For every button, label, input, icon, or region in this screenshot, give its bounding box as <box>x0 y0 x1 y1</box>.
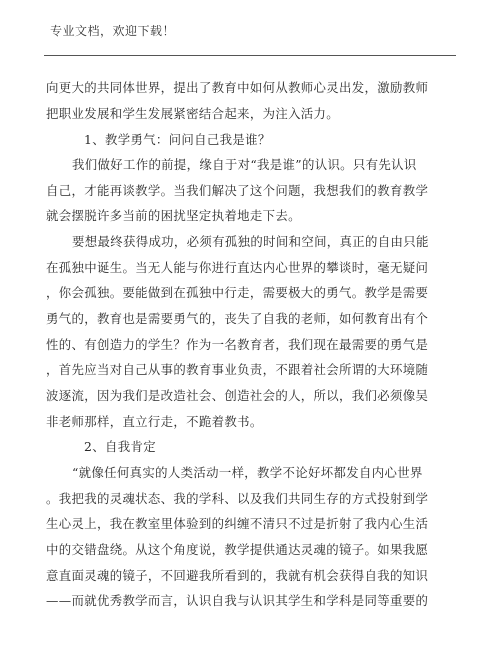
page-header: 专业文档，欢迎下载！ <box>50 24 176 38</box>
body-line: 非老师那样，直立行走，不跪着教书。 <box>46 414 263 429</box>
body-line: 把职业发展和学生发展紧密结合起来，为注入活力。 <box>46 106 340 121</box>
section-heading: 2、自我肯定 <box>84 439 156 454</box>
body-line: 性的、有创造力的学生？作为一名教育者，我们现在最需要的勇气是 <box>46 337 429 352</box>
body-line: 要想最终获得成功，必须有孤独的时间和空间，真正的自由只能 <box>72 234 429 249</box>
body-line: 勇气的，教育也是需要勇气的，丧失了自我的老师，如何教育出有个 <box>46 311 429 326</box>
body-line: 意直面灵魂的镜子，不回避我所看到的，我就有机会获得自我的知识 <box>46 568 429 583</box>
body-line: 我们做好工作的前提，缘自于对“我是谁”的认识。只有先认识 <box>72 157 417 172</box>
body-line: 。我把我的灵魂状态、我的学科、以及我们共同生存的方式投射到学 <box>46 491 429 506</box>
body-line: “就像任何真实的人类活动一样，教学不论好坏都发自内心世界 <box>72 465 423 480</box>
body-line: 生心灵上，我在教室里体验到的纠缠不清只不过是折射了我内心生活 <box>46 516 429 531</box>
body-line: 中的交错盘绕。从这个角度说，教学提供通达灵魂的镜子。如果我愿 <box>46 542 429 557</box>
body-line: 向更大的共同体世界，提出了教育中如何从教师心灵出发，激励教师 <box>46 80 429 95</box>
body-line: 就会摆脱许多当前的困扰坚定执着地走下去。 <box>46 208 301 223</box>
body-line: 波逐流，因为我们是改造社会、创造社会的人，所以，我们必须像吴 <box>46 388 429 403</box>
body-line: ，首先应当对自己从事的教育事业负责，不跟着社会所谓的大环境随 <box>46 362 429 377</box>
body-line: 在孤独中诞生。当无人能与你进行直达内心世界的攀谈时，毫无疑问 <box>46 260 429 275</box>
body-line: ——而就优秀教学而言，认识自我与认识其学生和学科是同等重要的 <box>46 593 429 608</box>
header-divider <box>44 55 456 56</box>
body-line: ，你会孤独。要能做到在孤独中行走，需要极大的勇气。教学是需要 <box>46 285 429 300</box>
section-heading: 1、教学勇气：问问自己我是谁？ <box>84 132 271 147</box>
body-line: 自己，才能再谈教学。当我们解决了这个问题，我想我们的教育教学 <box>46 183 429 198</box>
